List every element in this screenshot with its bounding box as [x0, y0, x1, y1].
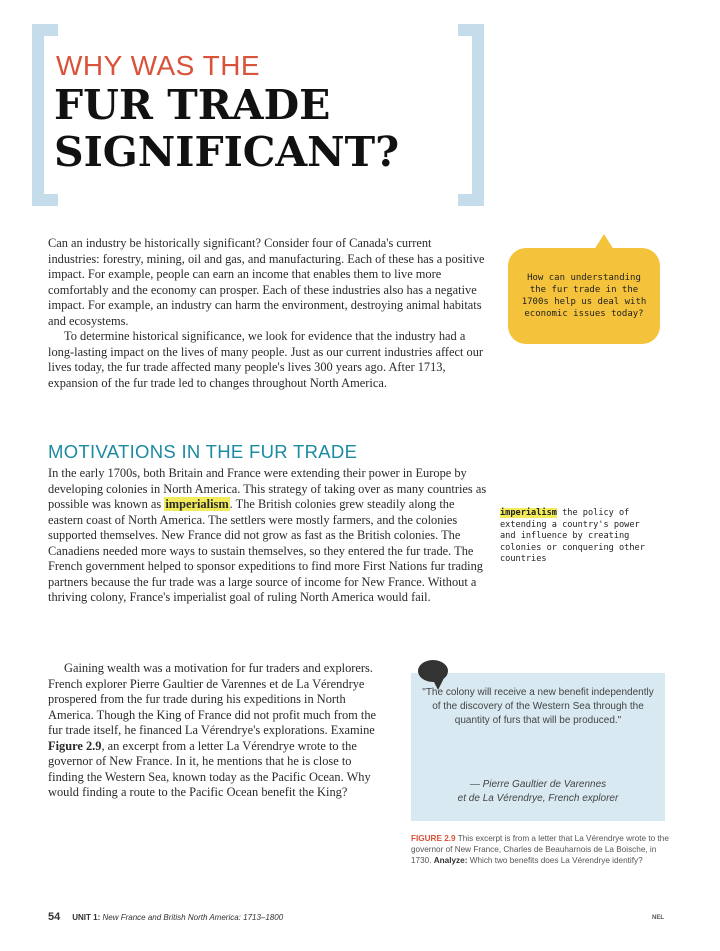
- section-text-2: [48, 661, 388, 801]
- quote-attribution-line-1: — Pierre Gaultier de Varennes: [469, 779, 607, 790]
- caption-analyze-text: Which two benefits does La Vérendrye identify?: [467, 856, 643, 865]
- title-line-3: SIGNIFICANT?: [54, 128, 400, 176]
- section-text: [48, 466, 488, 606]
- p1-text-after: . The British colonies grew steadily along the eastern coast of North America. The settlers were mostly farmers, and the colonies supported themselves. New France did not grow as fast as the British colonies. The Canadiens needed more ways to sustain themselves, so they entered the fur trade. The French government helped to sponsor expeditions to find more First Nations fur trading partners because the fur trade was a large source of income for New France. Without a thriving colony, France's imperialist goal of ruling North America would fail.: [48, 497, 483, 604]
- intro-paragraph-2: To determine historical significance, we look for evidence that the industry had a long-lasting impact on the lives of many people. Just as our current industries affect our lives today, the fur trade affected many people's lives 300 years ago. After 1713, expansion of the fur trade led to changes throughout North America.: [48, 329, 484, 390]
- glossary-definition: the policy of extending a country's power and influence by creating colonies or conquering other countries: [500, 508, 645, 564]
- section-paragraph-1: [48, 466, 488, 606]
- question-bubble-text: How can understanding the fur trade in the 1700s help us deal with economic issues today?: [521, 273, 647, 319]
- question-bubble: [508, 248, 660, 344]
- section-paragraph-2: [48, 661, 388, 801]
- unit-label: UNIT 1:: [72, 913, 101, 922]
- section-heading: MOTIVATIONS IN THE FUR TRADE: [48, 441, 358, 462]
- intro-paragraph-1: Can an industry be historically significant? Consider four of Canada's current industries: forestry, mining, oil and gas, and manufacturing. Each of these has a positive impact. For example, people can earn an income that enables them to live more comfortably and the economy can prosper. Each of these industries also has a negative impact. For example, an industry can harm the environment, destroying animal habitats and ecosystems.: [48, 236, 485, 328]
- figure-caption: [411, 833, 673, 866]
- title-line-2: FUR TRADE: [54, 81, 331, 129]
- quote-attribution-line-2: et de La Vérendrye, French explorer: [457, 793, 619, 804]
- glossary-term: imperialism: [500, 508, 557, 518]
- quote-text: "The colony will receive a new benefit independently of the discovery of the Western Sea through the quantity of furs that will be produced.": [422, 687, 654, 726]
- p2-text-after: , an excerpt from a letter La Vérendrye wrote to the governor of New France. In it, he mentions that he is close to finding the Western Sea, known today as the Pacific Ocean. Why would finding a route to the Pacific Ocean benefit the King?: [48, 738, 371, 799]
- title-line-1: WHY WAS THE: [56, 50, 261, 81]
- publisher-mark: NEL: [652, 915, 664, 921]
- caption-analyze-label: Analyze:: [433, 856, 468, 865]
- caption-text: This excerpt is from a letter that La Vérendrye wrote to the governor of New France, Charles de Beauharnois de La Boische, in 1730.: [411, 834, 669, 865]
- page-number: 54: [48, 911, 61, 923]
- figure-reference: Figure 2.9: [48, 738, 102, 753]
- quote-attribution: [420, 778, 656, 806]
- unit-title: New France and British North America: 1713–1800: [100, 913, 284, 922]
- keyword-imperialism: imperialism: [165, 497, 229, 511]
- title-main: [54, 82, 399, 176]
- p1-text-before: In the early 1700s, both Britain and France were extending their power in Europe by developing colonies in North America. This strategy of taking over as many countries as possible was known as: [48, 466, 487, 511]
- page-footer: [48, 911, 283, 923]
- p2-text-before: Gaining wealth was a motivation for fur traders and explorers. French explorer Pierre Gaultier de Varennes et de La Vérendrye prospered from the fur trade during his expeditions in North America. Though the King of France did not profit much from the fur trade itself, he financed La Vérendrye's explorations. Examine: [48, 661, 377, 737]
- intro-text: [48, 236, 486, 391]
- glossary-entry: [500, 508, 660, 566]
- caption-label: FIGURE 2.9: [411, 834, 456, 843]
- title-bracket-right: [458, 24, 484, 206]
